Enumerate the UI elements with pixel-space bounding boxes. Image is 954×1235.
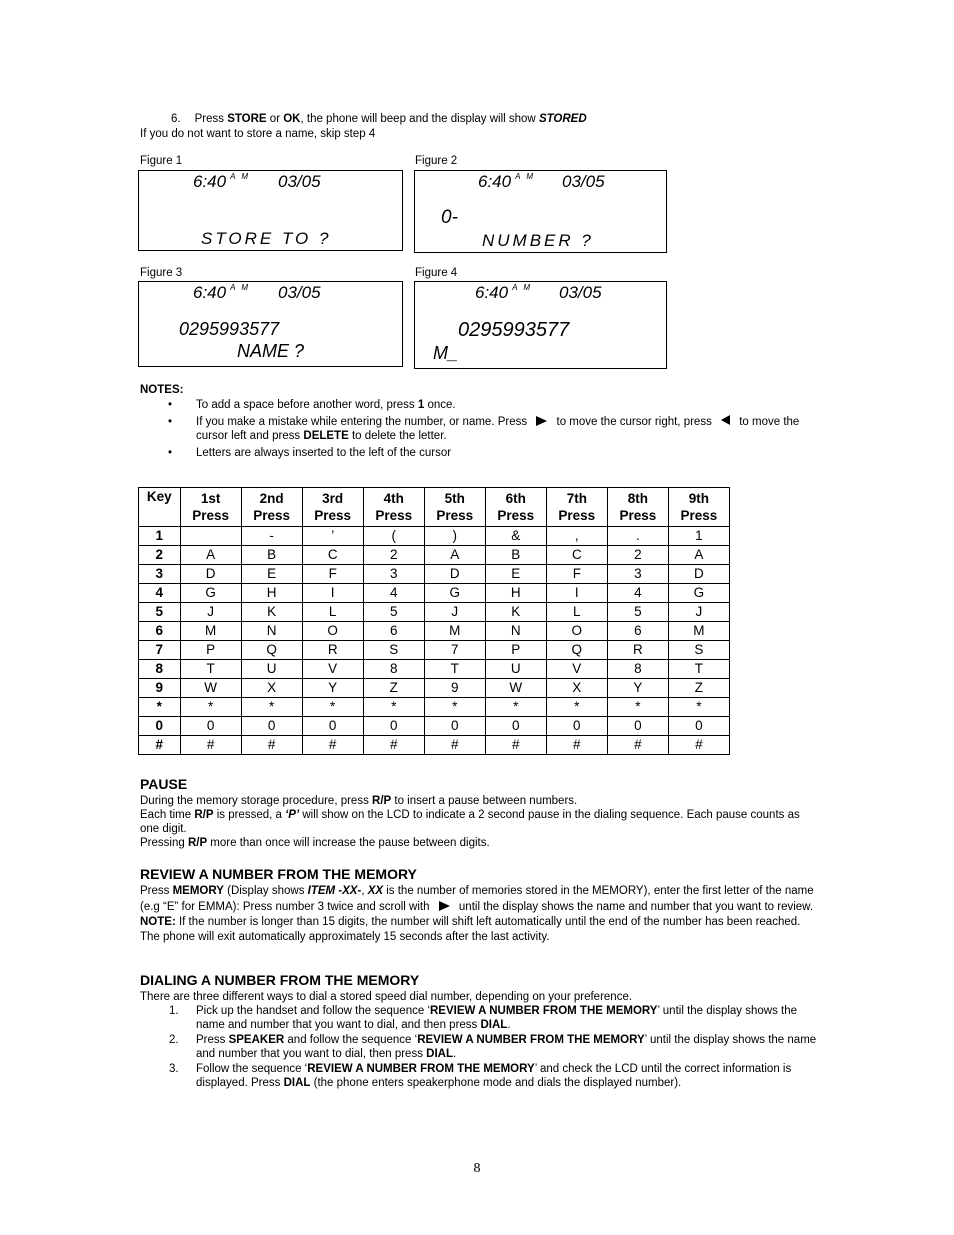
- key-cell: 7: [139, 641, 181, 660]
- press-cell: U: [241, 660, 302, 679]
- key-cell: 2: [139, 546, 181, 565]
- press-cell: D: [424, 565, 485, 584]
- press-cell: Y: [607, 679, 668, 698]
- figure-1-lcd: [138, 170, 403, 251]
- press-cell: C: [302, 546, 363, 565]
- lcd-line1: 0295993577: [458, 319, 570, 341]
- table-row: [139, 603, 730, 622]
- key-cell: 5: [139, 603, 181, 622]
- lcd-date: 03/05: [278, 283, 321, 302]
- press-cell: #: [607, 736, 668, 755]
- right-arrow-icon: [439, 901, 450, 911]
- press-cell: 0: [607, 717, 668, 736]
- lcd-time: [193, 283, 250, 303]
- key-dial: DIAL: [480, 1019, 508, 1031]
- lcd-date: 03/05: [562, 172, 605, 191]
- step-number: 3.: [169, 1063, 179, 1075]
- step-number: 2.: [169, 1034, 179, 1046]
- table-header-row: [139, 488, 730, 527]
- press-cell: 4: [607, 584, 668, 603]
- press-cell: 6: [607, 622, 668, 641]
- press-cell: Z: [363, 679, 424, 698]
- text: to move the cursor left and press: [196, 416, 800, 442]
- press-cell: P: [485, 641, 546, 660]
- press-cell: L: [302, 603, 363, 622]
- dialing-heading: DIALING A NUMBER FROM THE MEMORY: [140, 972, 420, 988]
- text: ,: [361, 885, 368, 897]
- ampm: A M: [512, 283, 533, 292]
- key-rp: R/P: [194, 809, 214, 821]
- press-cell: F: [546, 565, 607, 584]
- text: once.: [424, 399, 456, 411]
- list-item: [140, 1033, 820, 1061]
- text: ’ until the display shows the name and number that you want to dial, and then press: [196, 1005, 798, 1031]
- press-cell: 5: [363, 603, 424, 622]
- key-cell: 9: [139, 679, 181, 698]
- press-cell: O: [302, 622, 363, 641]
- press-cell: .: [607, 527, 668, 546]
- press-cell: J: [180, 603, 241, 622]
- press-cell: ’: [302, 527, 363, 546]
- press-cell: 0: [668, 717, 729, 736]
- lcd-time: [478, 172, 535, 192]
- press-cell: G: [668, 584, 729, 603]
- header-line2: Press: [192, 508, 230, 523]
- header-cell: [180, 488, 241, 527]
- header-line1: Key: [146, 489, 172, 504]
- press-cell: F: [302, 565, 363, 584]
- notes-title: NOTES:: [140, 384, 184, 396]
- text: Press: [196, 1034, 229, 1046]
- press-cell: W: [485, 679, 546, 698]
- press-cell: G: [424, 584, 485, 603]
- press-cell: *: [302, 698, 363, 717]
- key-1: 1: [417, 399, 425, 411]
- header-line2: Press: [375, 508, 413, 523]
- press-cell: W: [180, 679, 241, 698]
- press-cell: B: [241, 546, 302, 565]
- key-cell: *: [139, 698, 181, 717]
- press-cell: 0: [485, 717, 546, 736]
- page-number: 8: [473, 1161, 481, 1176]
- text: ’ and check the LCD until the correct information is displayed. Press: [196, 1063, 792, 1089]
- pause-line-1: [140, 794, 820, 808]
- table-row: [139, 660, 730, 679]
- press-cell: X: [546, 679, 607, 698]
- key-cell: 8: [139, 660, 181, 679]
- lcd-line2: M_: [433, 343, 459, 363]
- header-cell: [485, 488, 546, 527]
- press-cell: ): [424, 527, 485, 546]
- header-line2: Press: [680, 508, 718, 523]
- notes-list: [140, 398, 800, 463]
- press-cell: 2: [363, 546, 424, 565]
- table-row: [139, 641, 730, 660]
- text: is pressed, a: [213, 809, 286, 821]
- display-stored: STORED: [538, 113, 587, 125]
- bullet: •: [168, 416, 173, 428]
- press-cell: #: [363, 736, 424, 755]
- press-cell: C: [546, 546, 607, 565]
- pause-text: [140, 794, 820, 850]
- press-cell: #: [424, 736, 485, 755]
- press-cell: 6: [363, 622, 424, 641]
- time: 6:40: [478, 172, 512, 191]
- press-cell: T: [180, 660, 241, 679]
- press-cell: A: [424, 546, 485, 565]
- dialing-intro: There are three different ways to dial a stored speed dial number, depending on your preference.: [140, 991, 633, 1003]
- list-item: [140, 415, 800, 443]
- press-cell: 1: [668, 527, 729, 546]
- header-cell: [363, 488, 424, 527]
- sequence-name: REVIEW A NUMBER FROM THE MEMORY: [430, 1005, 658, 1017]
- dialing-steps: [140, 1004, 820, 1091]
- press-cell: S: [668, 641, 729, 660]
- text: ’ until the display shows the name and number that you want to dial, then press: [196, 1034, 817, 1060]
- review-heading: REVIEW A NUMBER FROM THE MEMORY: [140, 866, 417, 882]
- text: until the display shows the name and number that you want to review.: [455, 900, 814, 913]
- press-cell: N: [241, 622, 302, 641]
- press-cell: #: [180, 736, 241, 755]
- table-row: [139, 584, 730, 603]
- header-cell: [424, 488, 485, 527]
- press-cell: M: [424, 622, 485, 641]
- text: Letters are always inserted to the left of the cursor: [196, 447, 452, 459]
- sequence-name: REVIEW A NUMBER FROM THE MEMORY: [307, 1063, 535, 1075]
- figure-3-label: Figure 3: [140, 267, 183, 279]
- display-item: ITEM -XX-: [307, 885, 362, 897]
- text: Pressing: [140, 837, 188, 849]
- header-line2: Press: [497, 508, 535, 523]
- text: to insert a pause between numbers.: [391, 795, 578, 807]
- header-cell: [607, 488, 668, 527]
- press-cell: Z: [668, 679, 729, 698]
- header-line2: Press: [558, 508, 596, 523]
- right-arrow-icon: [536, 416, 547, 426]
- press-cell: P: [180, 641, 241, 660]
- key-cell: 6: [139, 622, 181, 641]
- lcd-time: [193, 172, 250, 192]
- press-cell: -: [241, 527, 302, 546]
- key-cell: 4: [139, 584, 181, 603]
- text: (Display shows: [223, 885, 308, 897]
- text: .: [507, 1019, 511, 1031]
- bullet: •: [168, 447, 173, 459]
- time: 6:40: [193, 283, 227, 302]
- press-cell: Q: [241, 641, 302, 660]
- press-cell: V: [302, 660, 363, 679]
- text: If the number is longer than 15 digits, the number will shift left automatically until the end of the number has been reached. The phone will exit automatically approximately 15 seconds after the last activity.: [140, 916, 801, 943]
- press-cell: #: [668, 736, 729, 755]
- press-cell: *: [180, 698, 241, 717]
- press-cell: G: [180, 584, 241, 603]
- press-cell: H: [241, 584, 302, 603]
- review-text: [140, 884, 820, 944]
- press-cell: O: [546, 622, 607, 641]
- table-row: [139, 622, 730, 641]
- key-cell: 0: [139, 717, 181, 736]
- key-store: STORE: [227, 113, 267, 125]
- note-label: NOTE:: [140, 916, 176, 928]
- press-cell: K: [485, 603, 546, 622]
- press-cell: *: [668, 698, 729, 717]
- header-line1: 1st: [200, 491, 221, 506]
- press-cell: R: [302, 641, 363, 660]
- press-cell: 3: [363, 565, 424, 584]
- press-cell: #: [302, 736, 363, 755]
- text: .: [452, 1048, 457, 1060]
- text: (the phone enters speakerphone mode and dials the displayed number).: [310, 1077, 682, 1089]
- key-dial: DIAL: [426, 1048, 453, 1060]
- header-line1: 4th: [383, 491, 404, 506]
- text: During the memory storage procedure, press: [140, 795, 373, 807]
- press-cell: 0: [546, 717, 607, 736]
- press-cell: T: [424, 660, 485, 679]
- text: or: [266, 113, 284, 125]
- press-cell: *: [607, 698, 668, 717]
- text: more than once will increase the pause between digits.: [207, 837, 490, 849]
- press-cell: K: [241, 603, 302, 622]
- text: Press: [194, 113, 228, 125]
- list-item: [140, 446, 800, 460]
- press-cell: Y: [302, 679, 363, 698]
- press-cell: S: [363, 641, 424, 660]
- list-item: [140, 1004, 820, 1032]
- key-rp: R/P: [372, 795, 392, 807]
- press-cell: 8: [363, 660, 424, 679]
- lcd-line2: STORE TO ?: [201, 229, 332, 248]
- text: is the number of memories stored in the MEMORY), enter the first letter of the name (e.g “E” for EMMA): Press number 3 twice and scroll with: [140, 885, 814, 913]
- header-line1: 8th: [627, 491, 648, 506]
- press-cell: D: [180, 565, 241, 584]
- figure-1-label: Figure 1: [140, 155, 183, 167]
- text: Press: [140, 885, 173, 897]
- header-cell: [139, 488, 181, 527]
- header-line2: Press: [253, 508, 291, 523]
- bullet: •: [168, 399, 173, 411]
- key-cell: 3: [139, 565, 181, 584]
- header-line1: 7th: [566, 491, 587, 506]
- key-press-table: [138, 487, 730, 755]
- text: , the phone will beep and the display will show: [300, 113, 539, 125]
- pause-indicator: ‘P’: [285, 809, 300, 821]
- press-cell: *: [546, 698, 607, 717]
- press-cell: E: [241, 565, 302, 584]
- key-ok: OK: [283, 113, 301, 125]
- press-cell: 7: [424, 641, 485, 660]
- key-delete: DELETE: [303, 430, 349, 442]
- step-6: [171, 112, 587, 126]
- press-cell: [180, 527, 241, 546]
- press-cell: X: [241, 679, 302, 698]
- text: to delete the letter.: [348, 430, 447, 442]
- press-cell: I: [302, 584, 363, 603]
- press-cell: H: [485, 584, 546, 603]
- lcd-line2: NUMBER ?: [482, 231, 594, 250]
- press-cell: 0: [424, 717, 485, 736]
- header-cell: [668, 488, 729, 527]
- time: 6:40: [475, 283, 509, 302]
- table-row: [139, 527, 730, 546]
- list-item: [140, 1062, 820, 1090]
- press-cell: E: [485, 565, 546, 584]
- key-rp: R/P: [187, 837, 208, 849]
- display-xx: XX: [367, 885, 384, 897]
- figure-2-lcd: [414, 170, 667, 253]
- press-cell: L: [546, 603, 607, 622]
- text: to move the cursor right, press: [553, 416, 716, 428]
- header-line1: 5th: [444, 491, 465, 506]
- table-body: [139, 527, 730, 755]
- lcd-line1: 0295993577: [179, 319, 280, 339]
- press-cell: #: [546, 736, 607, 755]
- header-line1: 6th: [505, 491, 526, 506]
- press-cell: T: [668, 660, 729, 679]
- header-cell: [546, 488, 607, 527]
- lcd-line2: NAME ?: [237, 341, 305, 361]
- text: Pick up the handset and follow the sequence ‘: [196, 1005, 430, 1017]
- lcd-time: [475, 283, 532, 303]
- header-cell: [241, 488, 302, 527]
- press-cell: A: [180, 546, 241, 565]
- time: 6:40: [193, 172, 227, 191]
- text: To add a space before another word, press: [196, 399, 418, 411]
- press-cell: *: [241, 698, 302, 717]
- press-cell: (: [363, 527, 424, 546]
- press-cell: #: [485, 736, 546, 755]
- press-cell: R: [607, 641, 668, 660]
- text: If you make a mistake while entering the number, or name. Press: [196, 416, 531, 428]
- ampm: A M: [230, 283, 251, 292]
- figure-4-lcd: [414, 281, 667, 369]
- pause-line-3: [140, 836, 820, 850]
- press-cell: D: [668, 565, 729, 584]
- press-cell: B: [485, 546, 546, 565]
- sequence-name: REVIEW A NUMBER FROM THE MEMORY: [417, 1034, 645, 1046]
- press-cell: 0: [241, 717, 302, 736]
- table-row: [139, 565, 730, 584]
- header-line2: Press: [436, 508, 474, 523]
- text: Follow the sequence ‘: [196, 1063, 308, 1075]
- press-cell: 3: [607, 565, 668, 584]
- press-cell: 0: [363, 717, 424, 736]
- figure-2-label: Figure 2: [415, 155, 458, 167]
- press-cell: 4: [363, 584, 424, 603]
- press-cell: 2: [607, 546, 668, 565]
- press-cell: *: [485, 698, 546, 717]
- press-cell: *: [424, 698, 485, 717]
- step-number: 6.: [171, 113, 181, 125]
- step-number: 1.: [169, 1005, 179, 1017]
- press-cell: J: [424, 603, 485, 622]
- press-cell: U: [485, 660, 546, 679]
- header-line1: 3rd: [322, 491, 344, 506]
- press-cell: V: [546, 660, 607, 679]
- figure-4-label: Figure 4: [415, 267, 458, 279]
- press-cell: A: [668, 546, 729, 565]
- figure-3-lcd: [138, 281, 403, 367]
- table-row: [139, 698, 730, 717]
- press-cell: J: [668, 603, 729, 622]
- press-cell: 0: [180, 717, 241, 736]
- press-cell: I: [546, 584, 607, 603]
- review-note: [140, 915, 820, 944]
- table-row: [139, 679, 730, 698]
- header-line2: Press: [619, 508, 657, 523]
- header-cell: [302, 488, 363, 527]
- table-row: [139, 717, 730, 736]
- review-paragraph: [140, 884, 820, 915]
- list-item: [140, 398, 800, 412]
- press-cell: *: [363, 698, 424, 717]
- text: will show on the LCD to indicate a 2 second pause in the dialing sequence. Each pause counts as one digit.: [140, 809, 800, 835]
- lcd-date: 03/05: [559, 283, 602, 302]
- skip-note: If you do not want to store a name, skip step 4: [140, 128, 376, 140]
- table-row: [139, 546, 730, 565]
- ampm: A M: [230, 172, 251, 181]
- press-cell: #: [241, 736, 302, 755]
- pause-line-2: [140, 808, 820, 836]
- press-cell: 8: [607, 660, 668, 679]
- press-cell: M: [180, 622, 241, 641]
- left-arrow-icon: [721, 415, 730, 425]
- press-cell: ,: [546, 527, 607, 546]
- key-memory: MEMORY: [172, 885, 224, 897]
- text: Each time: [140, 809, 195, 821]
- text: and follow the sequence ‘: [284, 1034, 418, 1046]
- press-cell: 0: [302, 717, 363, 736]
- lcd-date: 03/05: [278, 172, 321, 191]
- press-cell: 9: [424, 679, 485, 698]
- table-row: [139, 736, 730, 755]
- header-line1: 2nd: [259, 491, 284, 506]
- pause-heading: PAUSE: [140, 776, 188, 792]
- lcd-line1: 0-: [441, 207, 458, 228]
- press-cell: Q: [546, 641, 607, 660]
- press-cell: N: [485, 622, 546, 641]
- key-speaker: SPEAKER: [228, 1034, 285, 1046]
- key-cell: 1: [139, 527, 181, 546]
- header-line2: Press: [314, 508, 352, 523]
- ampm: A M: [515, 172, 536, 181]
- key-dial: DIAL: [283, 1077, 311, 1089]
- press-cell: &: [485, 527, 546, 546]
- header-line1: 9th: [688, 491, 710, 506]
- press-cell: M: [668, 622, 729, 641]
- press-cell: 5: [607, 603, 668, 622]
- key-cell: #: [139, 736, 181, 755]
